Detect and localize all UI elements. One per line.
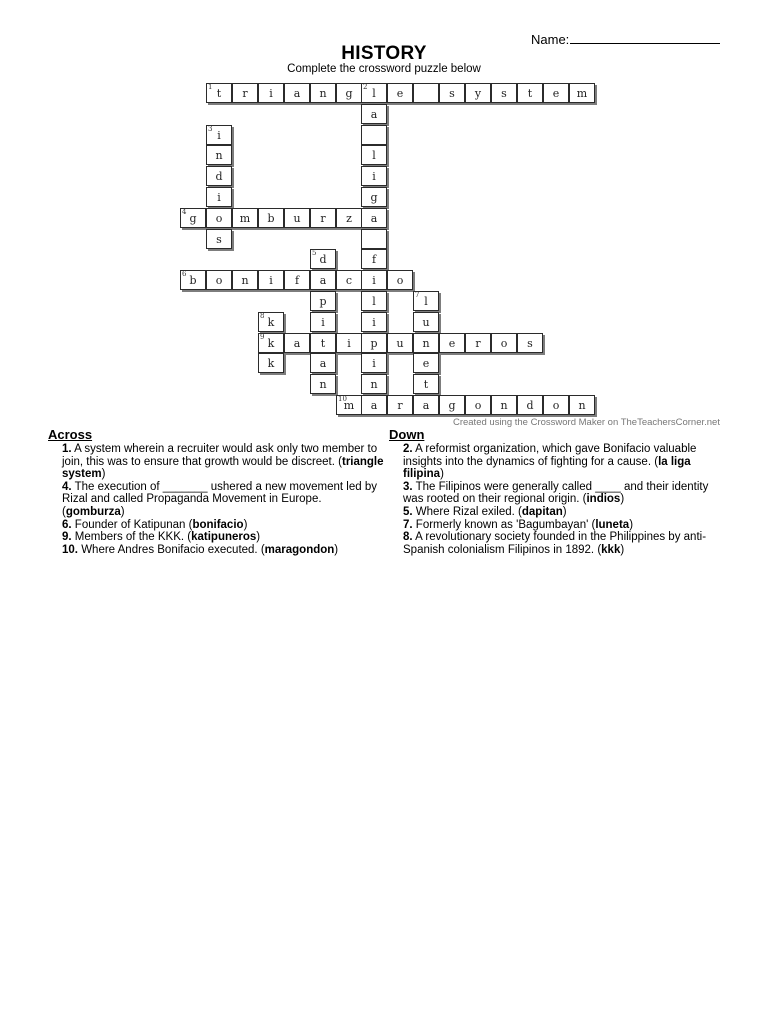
clue-tail: )	[243, 518, 248, 531]
crossword-cell[interactable]	[439, 395, 465, 415]
cell-number: 4	[182, 208, 187, 216]
clue-item	[62, 519, 384, 532]
crossword-cell[interactable]	[310, 249, 336, 269]
clue-text: The execution of _______ ushered a new movement led by Rizal and called Propaganda Movement in Europe. (	[62, 480, 377, 518]
crossword-cell[interactable]	[336, 208, 362, 228]
cell-letter: o	[396, 274, 404, 287]
cell-letter: c	[345, 274, 353, 287]
cell-letter: m	[343, 399, 355, 412]
crossword-cell[interactable]	[413, 291, 439, 311]
cell-letter: e	[552, 87, 560, 100]
clue-number: 3.	[403, 480, 413, 493]
clue-text: A system wherein a recruiter would ask only two member to join, this was to ensure that growth would be discreet. (	[62, 443, 378, 468]
clue-answer: luneta	[595, 518, 630, 531]
crossword-cell[interactable]	[206, 208, 232, 228]
clue-item	[62, 531, 384, 544]
cell-letter: a	[319, 274, 327, 287]
across-clues	[48, 427, 384, 556]
crossword-cell[interactable]	[310, 333, 336, 353]
cell-letter: a	[370, 212, 378, 225]
cell-letter: l	[372, 87, 376, 100]
cell-letter: i	[372, 170, 376, 183]
crossword-cell[interactable]	[413, 333, 439, 353]
crossword-cell[interactable]	[361, 125, 387, 145]
crossword-cell[interactable]	[206, 83, 232, 103]
clue-item	[403, 506, 725, 519]
cell-letter: o	[215, 212, 223, 225]
cell-letter: m	[239, 212, 251, 225]
cell-letter: d	[526, 399, 534, 412]
cell-letter: i	[372, 316, 376, 329]
cell-letter: e	[396, 87, 404, 100]
crossword-cell[interactable]	[361, 208, 387, 228]
crossword-cell[interactable]	[284, 83, 310, 103]
clue-text: Members of the KKK. (	[71, 531, 192, 544]
clue-tail: )	[256, 531, 261, 544]
clue-answer: la liga filipina	[403, 455, 691, 481]
down-clue-list	[389, 443, 725, 556]
cell-letter: t	[423, 378, 429, 391]
crossword-cell[interactable]	[206, 125, 232, 145]
crossword-cell[interactable]	[258, 208, 284, 228]
clue-item	[403, 443, 725, 481]
clue-item	[403, 481, 725, 506]
clue-answer: maragondon	[264, 543, 335, 556]
crossword-cell[interactable]	[336, 270, 362, 290]
cell-letter: a	[293, 337, 301, 350]
crossword-cell[interactable]	[361, 353, 387, 373]
cell-letter: f	[294, 274, 300, 287]
clue-text: Where Andres Bonifacio executed. (	[78, 543, 265, 556]
cell-letter: a	[293, 87, 301, 100]
crossword-cell[interactable]	[569, 83, 595, 103]
crossword-cell[interactable]	[439, 83, 465, 103]
clue-text: A revolutionary society founded in the Philippines by anti-Spanish colonialism Filipinos in 1892. (	[403, 531, 707, 556]
cell-number: 3	[208, 125, 213, 133]
cell-letter: f	[371, 253, 377, 266]
cell-letter: p	[319, 295, 327, 308]
crossword-cell[interactable]	[517, 83, 543, 103]
cell-letter: n	[319, 378, 327, 391]
cell-letter: o	[552, 399, 560, 412]
cell-letter: n	[241, 274, 249, 287]
cell-letter: i	[372, 274, 376, 287]
crossword-cell[interactable]	[206, 270, 232, 290]
clue-text: The Filipinos were generally called ____ and their identity was rooted on their regional origin. (	[403, 480, 709, 506]
crossword-cell[interactable]	[387, 395, 413, 415]
cell-letter: i	[372, 357, 376, 370]
crossword-cell[interactable]	[310, 291, 336, 311]
crossword-cell[interactable]	[310, 83, 336, 103]
cell-letter: e	[448, 337, 456, 350]
cell-letter: e	[422, 357, 430, 370]
across-heading: Across	[48, 427, 93, 442]
clue-tail: )	[620, 493, 625, 506]
cell-letter: i	[321, 316, 325, 329]
clue-tail: )	[101, 468, 106, 481]
crossword-cell[interactable]	[310, 353, 336, 373]
page-title: HISTORY	[341, 43, 427, 64]
crossword-cell[interactable]	[206, 229, 232, 249]
cell-letter: n	[319, 87, 327, 100]
clue-tail: )	[629, 518, 634, 531]
cell-letter: i	[217, 191, 221, 204]
crossword-cell[interactable]	[258, 270, 284, 290]
crossword-cell[interactable]	[543, 395, 569, 415]
crossword-cell[interactable]	[387, 333, 413, 353]
crossword-grid	[0, 0, 768, 420]
cell-letter: u	[422, 316, 430, 329]
crossword-cell[interactable]	[387, 83, 413, 103]
crossword-cell[interactable]	[569, 395, 595, 415]
clue-tail: )	[440, 468, 444, 481]
crossword-cell[interactable]	[284, 208, 310, 228]
clue-answer: katipuneros	[191, 531, 257, 544]
crossword-cell[interactable]	[206, 145, 232, 165]
cell-letter: k	[267, 316, 275, 329]
clue-answer: bonifacio	[192, 518, 244, 531]
crossword-cell[interactable]	[180, 270, 206, 290]
crossword-cell[interactable]	[361, 229, 387, 249]
cell-letter: i	[269, 274, 273, 287]
cell-letter: a	[370, 399, 378, 412]
cell-letter: s	[449, 87, 455, 100]
crossword-cell[interactable]	[310, 374, 336, 394]
clue-text: A reformist organization, which gave Bonifacio valuable insights into the dynamics of fighting for a cause. (	[403, 443, 697, 468]
clue-tail: )	[334, 543, 339, 556]
cell-letter: m	[576, 87, 588, 100]
cell-letter: i	[347, 337, 351, 350]
crossword-cell[interactable]	[310, 208, 336, 228]
cell-letter: b	[189, 274, 197, 287]
cell-letter: r	[320, 212, 326, 225]
across-clue-list	[48, 443, 384, 556]
name-label: Name:	[531, 32, 570, 47]
crossword-cell[interactable]	[284, 333, 310, 353]
down-heading: Down	[389, 427, 425, 442]
cell-number: 9	[260, 333, 265, 341]
crossword-cell[interactable]	[413, 83, 439, 103]
clue-number: 7.	[403, 518, 413, 531]
crossword-cell[interactable]	[361, 249, 387, 269]
cell-letter: z	[346, 212, 352, 225]
crossword-cell[interactable]	[361, 312, 387, 332]
cell-letter: a	[370, 108, 378, 121]
clue-number: 5.	[403, 505, 413, 518]
clue-answer: dapitan	[521, 505, 563, 518]
crossword-cell[interactable]	[232, 208, 258, 228]
clue-item	[62, 481, 384, 519]
crossword-cell[interactable]	[491, 395, 517, 415]
clue-text: Formerly known as 'Bagumbayan' (	[412, 518, 596, 531]
cell-letter: l	[372, 149, 376, 162]
crossword-cell[interactable]	[232, 270, 258, 290]
cell-letter: n	[422, 337, 430, 350]
cell-letter: k	[267, 337, 275, 350]
crossword-cell[interactable]	[336, 395, 362, 415]
cell-letter: g	[448, 399, 456, 412]
cell-letter: s	[501, 87, 507, 100]
crossword-cell[interactable]	[206, 187, 232, 207]
cell-letter: o	[215, 274, 223, 287]
crossword-cell[interactable]	[361, 104, 387, 124]
cell-letter: y	[474, 87, 482, 100]
crossword-cell[interactable]	[206, 166, 232, 186]
cell-letter: r	[475, 337, 481, 350]
clue-tail: )	[620, 543, 625, 556]
cell-letter: i	[269, 87, 273, 100]
crossword-cell[interactable]	[439, 333, 465, 353]
crossword-cell[interactable]	[336, 333, 362, 353]
clue-text: Founder of Katipunan (	[71, 518, 193, 531]
clue-item	[403, 519, 725, 532]
crossword-cell[interactable]	[361, 291, 387, 311]
crossword-cell[interactable]	[465, 333, 491, 353]
crossword-cell[interactable]	[387, 270, 413, 290]
crossword-cell[interactable]	[258, 353, 284, 373]
cell-number: 10	[338, 395, 347, 403]
clue-number: 9.	[62, 531, 72, 544]
cell-letter: g	[345, 87, 353, 100]
cell-letter: n	[370, 378, 378, 391]
cell-letter: n	[578, 399, 586, 412]
crossword-cell[interactable]	[361, 374, 387, 394]
crossword-cell[interactable]	[465, 395, 491, 415]
cell-letter: g	[189, 212, 197, 225]
clue-tail: )	[562, 505, 567, 518]
crossword-cell[interactable]	[258, 83, 284, 103]
cell-letter: r	[242, 87, 248, 100]
crossword-cell[interactable]	[361, 333, 387, 353]
credit-text: Created using the Crossword Maker on TheTeachersCorner.net	[452, 417, 720, 428]
cell-letter: s	[216, 233, 222, 246]
cell-letter: n	[215, 149, 223, 162]
crossword-cell[interactable]	[361, 166, 387, 186]
cell-letter: a	[319, 357, 327, 370]
cell-letter: u	[396, 337, 404, 350]
crossword-cell[interactable]	[310, 312, 336, 332]
clue-item	[403, 531, 725, 556]
cell-letter: t	[527, 87, 533, 100]
clue-answer: kkk	[601, 543, 621, 556]
crossword-cell[interactable]	[413, 353, 439, 373]
crossword-cell[interactable]	[413, 312, 439, 332]
cell-letter: t	[320, 337, 326, 350]
crossword-cell[interactable]	[361, 83, 387, 103]
cell-letter: p	[370, 337, 378, 350]
page-subtitle: Complete the crossword puzzle below	[287, 63, 481, 75]
clue-number: 4.	[62, 480, 72, 493]
crossword-cell[interactable]	[491, 83, 517, 103]
cell-letter: a	[422, 399, 430, 412]
clue-item	[62, 443, 384, 481]
cell-number: 1	[208, 83, 213, 91]
cell-letter: r	[397, 399, 403, 412]
crossword-cell[interactable]	[413, 374, 439, 394]
cell-letter: b	[267, 212, 275, 225]
clue-text: Where Rizal exiled. (	[412, 505, 522, 518]
crossword-cell[interactable]	[258, 333, 284, 353]
cell-letter: s	[527, 337, 533, 350]
cell-letter: t	[216, 87, 222, 100]
down-clues	[389, 427, 725, 556]
cell-number: 7	[415, 291, 420, 299]
cell-letter: d	[215, 170, 223, 183]
crossword-cell[interactable]	[180, 208, 206, 228]
cell-letter: g	[370, 191, 378, 204]
crossword-cell[interactable]	[517, 395, 543, 415]
crossword-cell[interactable]	[258, 312, 284, 332]
cell-letter: o	[500, 337, 508, 350]
cell-letter: k	[267, 357, 275, 370]
clue-tail: )	[120, 505, 125, 518]
clue-answer: indios	[586, 493, 621, 506]
clue-answer: triangle system	[62, 455, 384, 481]
cell-number: 5	[312, 249, 317, 257]
crossword-cell[interactable]	[465, 83, 491, 103]
crossword-cell[interactable]	[543, 83, 569, 103]
crossword-cell[interactable]	[336, 83, 362, 103]
cell-letter: u	[293, 212, 301, 225]
crossword-cell[interactable]	[413, 395, 439, 415]
crossword-cell[interactable]	[361, 395, 387, 415]
crossword-cell[interactable]	[284, 270, 310, 290]
cell-letter: l	[424, 295, 428, 308]
cell-number: 8	[260, 312, 265, 320]
crossword-cell[interactable]	[310, 270, 336, 290]
crossword-cell[interactable]	[361, 187, 387, 207]
crossword-cell[interactable]	[361, 270, 387, 290]
clue-number: 1.	[62, 443, 72, 455]
cell-letter: n	[500, 399, 508, 412]
clue-answer: gomburza	[65, 505, 121, 518]
cell-letter: o	[474, 399, 482, 412]
cell-number: 2	[363, 83, 368, 91]
clue-item	[62, 544, 384, 557]
crossword-cell[interactable]	[491, 333, 517, 353]
clue-number: 6.	[62, 518, 72, 531]
clue-number: 2.	[403, 443, 413, 455]
cell-number: 6	[182, 270, 187, 278]
crossword-cell[interactable]	[232, 83, 258, 103]
crossword-cell[interactable]	[517, 333, 543, 353]
cell-letter: i	[217, 129, 221, 142]
crossword-cell[interactable]	[361, 145, 387, 165]
clue-number: 10.	[62, 543, 78, 556]
cell-letter: l	[372, 295, 376, 308]
cell-letter: d	[319, 253, 327, 266]
clue-number: 8.	[403, 531, 413, 544]
